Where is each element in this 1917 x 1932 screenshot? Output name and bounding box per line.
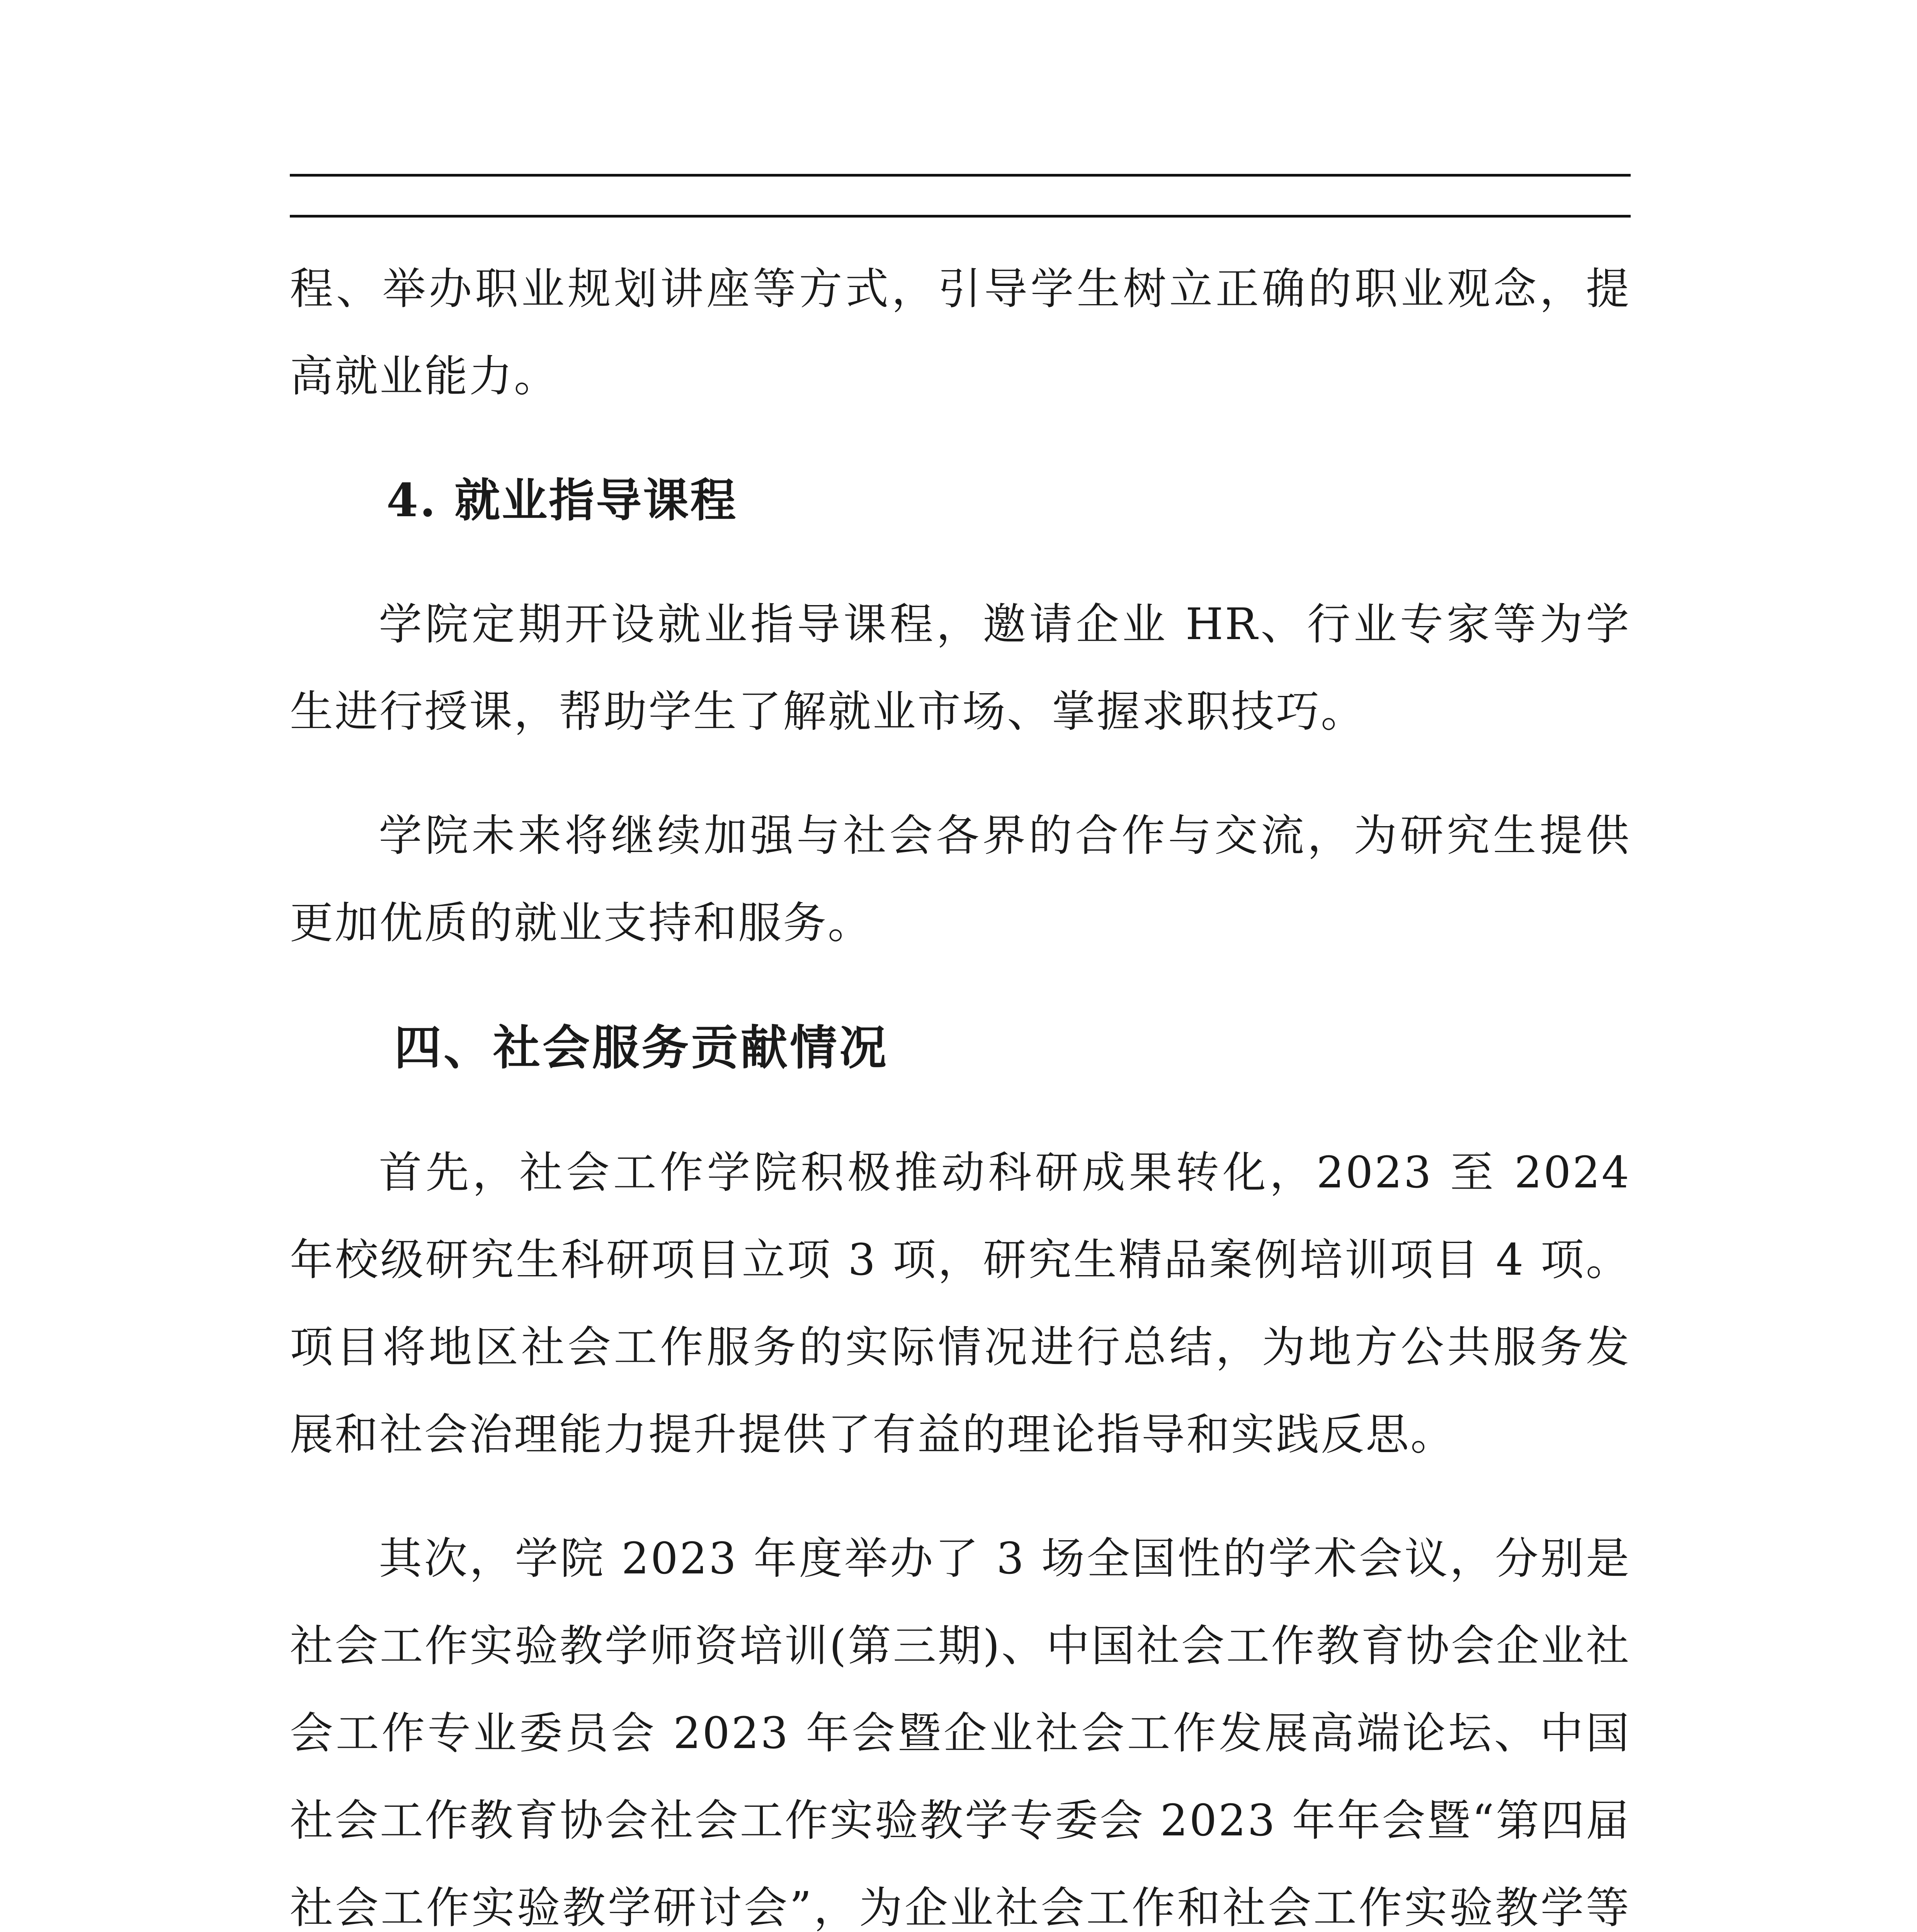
paragraph-research-transfer: 首先，社会工作学院积极推动科研成果转化，2023 至 2024 年校级研究生科研项目立项 3 项，研究生精品案例培训项目 4 项。项目将地区社会工作服务的实际情况进行总结，为地方公共服务发展和社会治理能力提升提供了有益的理论指导和实践反思。: [290, 1148, 1631, 1460]
paragraph-future-plan: 学院未来将继续加强与社会各界的合作与交流，为研究生提供更加优质的就业支持和服务。: [290, 811, 1631, 948]
page-body: [290, 245, 1631, 1932]
paragraph-academic-conferences: 其次，学院 2023 年度举办了 3 场全国性的学术会议，分别是社会工作实验教学师资培训(第三期)、中国社会工作教育协会企业社会工作专业委员会 2023 年会暨企业社会工作发展高端论坛、中国社会工作教育协会社会工作实验教学专委会 2023 年年会暨“第四届社会工作实验教学研讨会”，为企业社会工作和社会工作实验教学等: [290, 1534, 1631, 1932]
section-heading-social-service: 四、社会服务贡献情况: [394, 1020, 889, 1075]
header-rule-top: [290, 174, 1631, 177]
paragraph-continued: 程、举办职业规划讲座等方式，引导学生树立正确的职业观念，提高就业能力。: [290, 264, 1631, 401]
header-rule-bottom: [290, 215, 1631, 218]
subheading-employment-course: 4. 就业指导课程: [386, 473, 738, 527]
paragraph-employment-course: 学院定期开设就业指导课程，邀请企业 HR、行业专家等为学生进行授课，帮助学生了解就业市场、掌握求职技巧。: [290, 599, 1631, 737]
